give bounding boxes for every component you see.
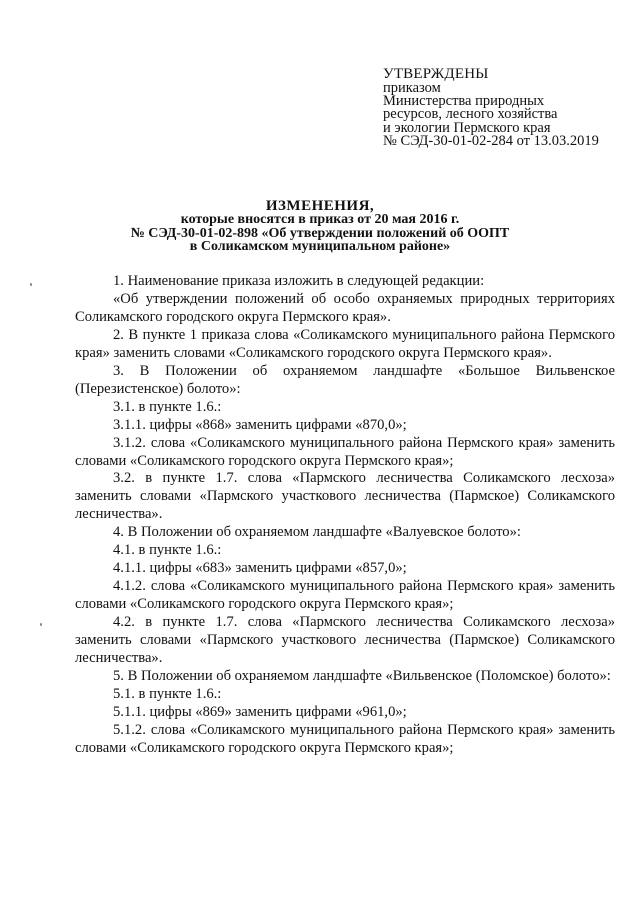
paragraph: 4.1.2. слова «Соликамского муниципального района Пермского края» заменить словами «Соликамского городского округа Пермского края»; bbox=[75, 578, 615, 613]
approval-line: № СЭД-30-01-02-284 от 13.03.2019 bbox=[383, 132, 599, 149]
heading-line: № СЭД-30-01-02-898 «Об утверждении положений об ООПТ bbox=[130, 225, 510, 241]
approval-line: Министерства природных bbox=[383, 93, 545, 110]
approval-line: приказом bbox=[383, 80, 441, 96]
approval-title: УТВЕРЖДЕНЫ bbox=[383, 66, 489, 82]
scan-mark bbox=[30, 283, 32, 286]
paragraph: 4.2. в пункте 1.7. слова «Пармского лесничества Соликамского лесхоза» заменить словами «Пармского участкового лесничества (Пармское) Соликамского лесничества». bbox=[75, 614, 615, 667]
paragraph: 5.1.2. слова «Соликамского муниципального района Пермского края» заменить словами «Соликамского городского округа Пермского края»; bbox=[75, 721, 615, 756]
scan-mark bbox=[40, 623, 42, 626]
paragraph: 4. В Положении об охраняемом ландшафте «Валуевское болото»: bbox=[113, 524, 521, 541]
paragraph: 3.1.2. слова «Соликамского муниципального района Пермского края» заменить словами «Соликамского городского округа Пермского края»; bbox=[75, 434, 615, 469]
approval-line: и экологии Пермского края bbox=[383, 119, 551, 136]
document-heading bbox=[60, 199, 580, 254]
paragraph: 2. В пункте 1 приказа слова «Соликамского муниципального района Пермского края» заменить словами «Соликамского городского округа Пермского края». bbox=[75, 326, 615, 361]
paragraph: 5.1.1. цифры «869» заменить цифрами «961,0»; bbox=[113, 703, 407, 720]
paragraph: 3.1. в пункте 1.6.: bbox=[113, 398, 222, 415]
document-body bbox=[75, 273, 615, 758]
paragraph: 3. В Положении об охраняемом ландшафте «Большое Вильвенское (Перезистенское) болото»: bbox=[75, 362, 615, 397]
heading-line: которые вносятся в приказ от 20 мая 2016 г. bbox=[180, 212, 460, 227]
paragraph: 3.2. в пункте 1.7. слова «Пармского лесничества Соликамского лесхоза» заменить словами «Пармского участкового лесничества (Пармское) Соликамского лесничества». bbox=[75, 470, 615, 523]
approval-line: ресурсов, лесного хозяйства bbox=[383, 106, 558, 123]
paragraph: 5.1. в пункте 1.6.: bbox=[113, 685, 222, 702]
paragraph: 3.1.1. цифры «868» заменить цифрами «870,0»; bbox=[113, 416, 407, 433]
heading-title: ИЗМЕНЕНИЯ, bbox=[265, 198, 375, 214]
paragraph: 1. Наименование приказа изложить в следующей редакции: bbox=[113, 273, 485, 289]
paragraph: «Об утверждении положений об особо охраняемых природных территориях Соликамского городского округа Пермского края». bbox=[75, 290, 615, 325]
paragraph: 4.1.1. цифры «683» заменить цифрами «857,0»; bbox=[113, 560, 407, 577]
paragraph: 4.1. в пункте 1.6.: bbox=[113, 542, 222, 559]
heading-line: в Соликамском муниципальном районе» bbox=[189, 239, 451, 254]
approval-stamp bbox=[383, 66, 623, 148]
paragraph: 5. В Положении об охраняемом ландшафте «Вильвенское (Поломское) болото»: bbox=[113, 667, 611, 684]
